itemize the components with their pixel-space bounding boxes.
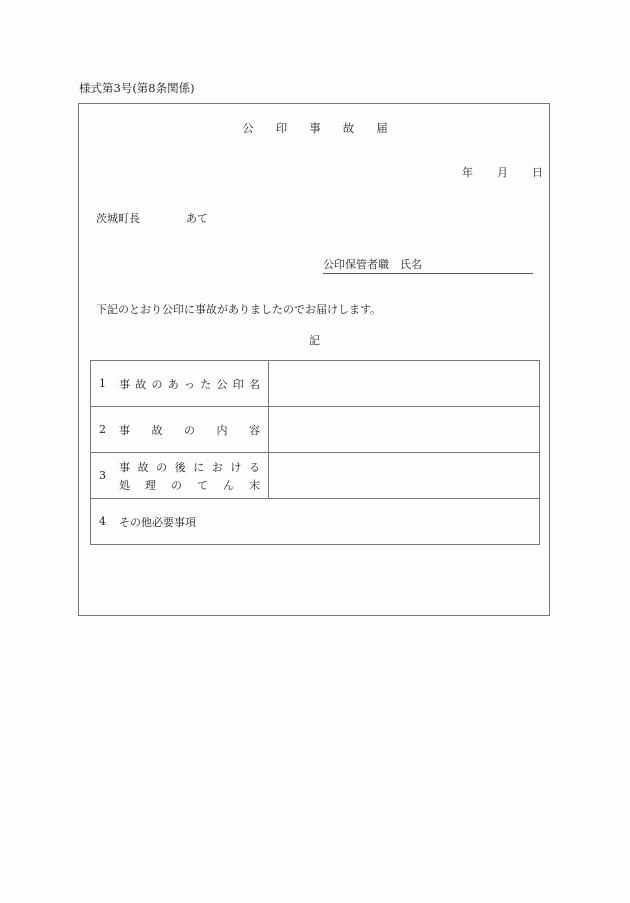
addressee-suffix: あて — [186, 212, 208, 225]
form-title — [0, 120, 630, 136]
item-label: 事 故 の 後 に お け る 処 理 の て ん 末 — [119, 460, 260, 492]
title-char: 故 — [342, 121, 355, 135]
item-number: 3 — [99, 469, 106, 482]
item-number: 1 — [99, 377, 106, 390]
addressee — [96, 210, 208, 226]
item-label: 事 故 の あ っ た 公 印 名 — [119, 377, 260, 391]
title-char: 届 — [376, 121, 388, 135]
item-label-cell — [91, 361, 269, 407]
form-number: 様式第3号(第8条関係) — [79, 81, 195, 95]
date-day: 日 — [532, 166, 543, 179]
body-text: 下記のとおり公印に事故がありましたのでお届けします。 — [96, 303, 382, 316]
date-year: 年 — [462, 166, 473, 179]
item-number: 4 — [99, 515, 106, 528]
addressee-name: 茨城町長 — [96, 212, 140, 225]
signature-label: 公印保管者職 氏名 — [323, 258, 422, 271]
table-row — [91, 453, 540, 499]
date-line — [462, 164, 543, 180]
item-label-cell — [91, 453, 269, 499]
item-label-cell — [91, 407, 269, 453]
item-label: その他必要事項 — [119, 515, 196, 529]
ki-heading: 記 — [309, 334, 320, 347]
title-char: 公 — [242, 121, 254, 135]
title-char: 印 — [275, 121, 288, 135]
signature-line[interactable] — [323, 256, 533, 274]
table-row — [91, 499, 540, 545]
items-table — [90, 360, 540, 545]
item-value-cell[interactable] — [269, 407, 540, 453]
item-value-cell[interactable] — [269, 453, 540, 499]
title-char: 事 — [309, 121, 321, 135]
table-row — [91, 407, 540, 453]
item-value-cell[interactable] — [269, 361, 540, 407]
date-month: 月 — [497, 166, 508, 179]
table-row — [91, 361, 540, 407]
item-other-cell[interactable] — [91, 499, 540, 545]
item-number: 2 — [99, 423, 106, 436]
item-label: 事 故 の 内 容 — [119, 423, 260, 437]
